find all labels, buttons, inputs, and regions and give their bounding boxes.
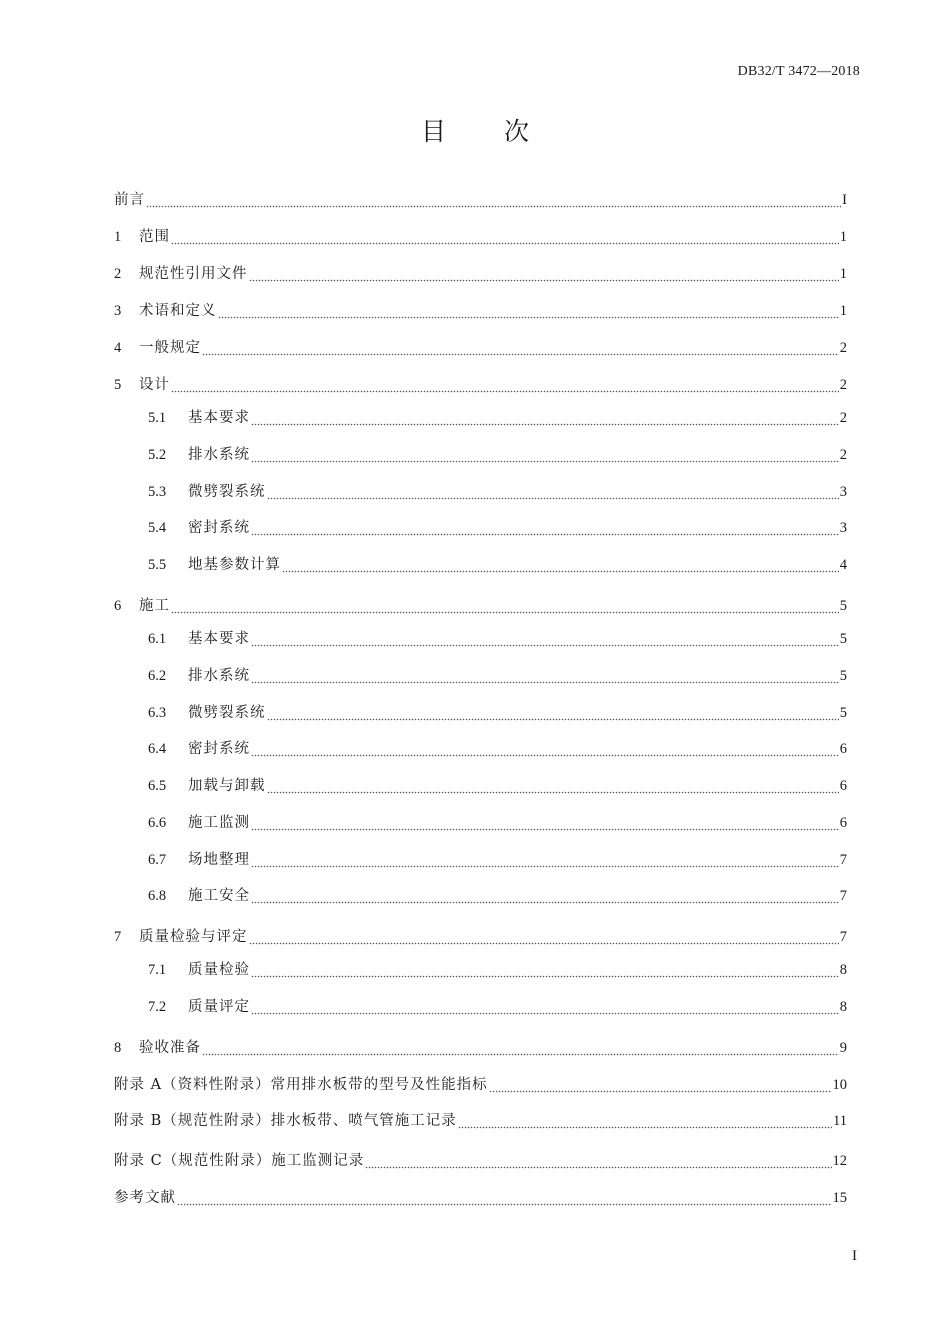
toc-entry-number: 6.5 bbox=[148, 778, 167, 794]
toc-entry-label: 术语和定义 bbox=[139, 303, 217, 319]
page-title-char-2: 次 bbox=[504, 117, 530, 146]
toc-entry-number: 6.8 bbox=[148, 888, 167, 904]
toc-leader-dots bbox=[251, 850, 839, 870]
toc-entry-number: 5.3 bbox=[148, 484, 167, 500]
toc-entry-label: 附录 A（资料性附录）常用排水板带的型号及性能指标 bbox=[114, 1077, 488, 1093]
toc-entry-page: I bbox=[842, 192, 847, 208]
toc-entry-page: 4 bbox=[839, 557, 847, 573]
toc-entry-label: 参考文献 bbox=[114, 1190, 176, 1206]
toc-entry[interactable] bbox=[148, 402, 847, 428]
toc-entry[interactable] bbox=[148, 880, 847, 906]
toc-entry-number: 6.2 bbox=[148, 668, 167, 684]
toc-entry-number: 6.1 bbox=[148, 631, 167, 647]
toc-entry-page: 9 bbox=[839, 1040, 847, 1056]
toc-leader-dots bbox=[171, 227, 839, 247]
toc-leader-dots bbox=[171, 596, 839, 616]
toc-leader-dots bbox=[489, 1075, 832, 1095]
toc-entry-page: 6 bbox=[839, 815, 847, 831]
toc-entry-label: 微劈裂系统 bbox=[188, 705, 266, 721]
toc-entry-page: 1 bbox=[839, 229, 847, 245]
toc-entry[interactable] bbox=[148, 697, 847, 723]
toc-entry[interactable] bbox=[114, 1182, 847, 1208]
toc-entry-label: 排水系统 bbox=[188, 668, 250, 684]
toc-entry-label: 施工监测 bbox=[188, 815, 250, 831]
toc-leader-dots bbox=[458, 1111, 832, 1131]
toc-entry[interactable] bbox=[114, 258, 847, 284]
toc-entry-label: 质量评定 bbox=[188, 999, 250, 1015]
toc-entry-number: 7.1 bbox=[148, 962, 167, 978]
toc-entry-number: 2 bbox=[114, 266, 122, 282]
page-title bbox=[0, 112, 950, 148]
toc-entry-number: 3 bbox=[114, 303, 122, 319]
toc-entry-page: 3 bbox=[839, 484, 847, 500]
toc-entry[interactable] bbox=[148, 807, 847, 833]
toc-entry[interactable] bbox=[148, 549, 847, 575]
toc-leader-dots bbox=[249, 927, 839, 947]
toc-entry-label: 施工 bbox=[139, 598, 170, 614]
toc-entry-page: 2 bbox=[839, 410, 847, 426]
toc-entry-page: 8 bbox=[839, 962, 847, 978]
toc-entry[interactable] bbox=[148, 476, 847, 502]
toc-entry-label: 质量检验 bbox=[188, 962, 250, 978]
toc-leader-dots bbox=[251, 666, 839, 686]
toc-entry-number: 4 bbox=[114, 340, 122, 356]
toc-entry-page: 8 bbox=[839, 999, 847, 1015]
toc-entry-number: 5.2 bbox=[148, 447, 167, 463]
toc-entry-number: 8 bbox=[114, 1040, 122, 1056]
toc-leader-dots bbox=[282, 555, 839, 575]
toc-leader-dots bbox=[171, 375, 839, 395]
toc-entry-label: 验收准备 bbox=[139, 1040, 201, 1056]
toc-entry-number: 5.1 bbox=[148, 410, 167, 426]
toc-entry-label: 密封系统 bbox=[188, 520, 250, 536]
toc-entry-page: 10 bbox=[832, 1077, 847, 1093]
toc-entry-page: 1 bbox=[839, 303, 847, 319]
toc-entry-page: 5 bbox=[839, 668, 847, 684]
toc-leader-dots bbox=[251, 445, 839, 465]
toc-entry[interactable] bbox=[114, 1069, 847, 1095]
toc-entry-number: 6.4 bbox=[148, 741, 167, 757]
toc-entry-label: 密封系统 bbox=[188, 741, 250, 757]
toc-entry-number: 6 bbox=[114, 598, 122, 614]
toc-entry-label: 附录 C（规范性附录）施工监测记录 bbox=[114, 1153, 365, 1169]
toc-leader-dots bbox=[249, 264, 839, 284]
toc-entry-page: 7 bbox=[839, 888, 847, 904]
toc-leader-dots bbox=[267, 776, 839, 796]
toc-entry[interactable] bbox=[148, 623, 847, 649]
toc-leader-dots bbox=[202, 338, 839, 358]
toc-entry-page: 2 bbox=[839, 377, 847, 393]
toc-entry-label: 前言 bbox=[114, 192, 145, 208]
toc-entry-page: 2 bbox=[839, 340, 847, 356]
toc-entry-page: 6 bbox=[839, 741, 847, 757]
toc-entry[interactable] bbox=[114, 295, 847, 321]
toc-entry-number: 5.5 bbox=[148, 557, 167, 573]
toc-entry-label: 设计 bbox=[139, 377, 170, 393]
toc-entry[interactable] bbox=[148, 733, 847, 759]
toc-entry[interactable] bbox=[114, 1032, 847, 1058]
toc-entry-label: 规范性引用文件 bbox=[139, 266, 248, 282]
toc-entry-label: 加载与卸载 bbox=[188, 778, 266, 794]
toc-entry-label: 基本要求 bbox=[188, 631, 250, 647]
toc-leader-dots bbox=[267, 482, 839, 502]
toc-entry-number: 7.2 bbox=[148, 999, 167, 1015]
standard-code: DB32/T 3472—2018 bbox=[737, 64, 860, 79]
toc-leader-dots bbox=[177, 1188, 832, 1208]
toc-entry[interactable] bbox=[114, 921, 847, 947]
toc-leader-dots bbox=[251, 408, 839, 428]
toc-entry-page: 3 bbox=[839, 520, 847, 536]
toc-entry-number: 6.6 bbox=[148, 815, 167, 831]
toc-entry-number: 6.7 bbox=[148, 852, 167, 868]
toc-entry[interactable] bbox=[148, 954, 847, 980]
toc-entry-page: 7 bbox=[839, 852, 847, 868]
toc-entry-number: 6.3 bbox=[148, 705, 167, 721]
toc-entry-page: 5 bbox=[839, 598, 847, 614]
toc-entry-label: 施工安全 bbox=[188, 888, 250, 904]
toc-leader-dots bbox=[251, 739, 839, 759]
toc-entry[interactable] bbox=[114, 369, 847, 395]
toc-entry-page: 5 bbox=[839, 631, 847, 647]
toc-entry-page: 11 bbox=[833, 1113, 847, 1129]
toc-entry-page: 6 bbox=[839, 778, 847, 794]
toc-entry-label: 范围 bbox=[139, 229, 170, 245]
toc-leader-dots bbox=[251, 886, 839, 906]
toc-leader-dots bbox=[251, 813, 839, 833]
toc-entry[interactable] bbox=[114, 221, 847, 247]
toc-entry-page: 12 bbox=[832, 1153, 847, 1169]
toc-entry-label: 附录 B（规范性附录）排水板带、喷气管施工记录 bbox=[114, 1113, 457, 1129]
toc-leader-dots bbox=[267, 703, 839, 723]
toc-leader-dots bbox=[251, 629, 839, 649]
toc-entry[interactable] bbox=[114, 1105, 847, 1131]
toc-entry-number: 5.4 bbox=[148, 520, 167, 536]
toc-entry-label: 质量检验与评定 bbox=[139, 929, 248, 945]
toc-leader-dots bbox=[251, 960, 839, 980]
toc-entry-label: 地基参数计算 bbox=[188, 557, 281, 573]
toc-leader-dots bbox=[146, 190, 841, 210]
toc-entry[interactable] bbox=[148, 844, 847, 870]
toc-entry[interactable] bbox=[114, 590, 847, 616]
toc-entry-number: 7 bbox=[114, 929, 122, 945]
toc-entry[interactable] bbox=[148, 439, 847, 465]
toc-entry[interactable] bbox=[114, 332, 847, 358]
page-number: I bbox=[852, 1248, 857, 1264]
toc-entry-number: 5 bbox=[114, 377, 122, 393]
toc-entry-label: 排水系统 bbox=[188, 447, 250, 463]
toc-entry-page: 15 bbox=[832, 1190, 847, 1206]
toc-entry[interactable] bbox=[148, 512, 847, 538]
toc-entry-label: 场地整理 bbox=[188, 852, 250, 868]
toc-entry-label: 微劈裂系统 bbox=[188, 484, 266, 500]
toc-entry-page: 7 bbox=[839, 929, 847, 945]
toc-leader-dots bbox=[365, 1151, 831, 1171]
toc-leader-dots bbox=[202, 1038, 839, 1058]
page-title-char-1: 目 bbox=[420, 117, 446, 146]
toc-entry[interactable] bbox=[148, 770, 847, 796]
toc-entry-page: 2 bbox=[839, 447, 847, 463]
toc-leader-dots bbox=[218, 301, 839, 321]
toc-entry[interactable] bbox=[114, 184, 847, 210]
toc-entry[interactable] bbox=[114, 1145, 847, 1171]
toc-entry[interactable] bbox=[148, 991, 847, 1017]
toc-entry-number: 1 bbox=[114, 229, 122, 245]
toc-entry-page: 1 bbox=[839, 266, 847, 282]
toc-entry-label: 基本要求 bbox=[188, 410, 250, 426]
toc-entry-label: 一般规定 bbox=[139, 340, 201, 356]
toc-leader-dots bbox=[251, 997, 839, 1017]
toc-entry-page: 5 bbox=[839, 705, 847, 721]
toc-entry[interactable] bbox=[148, 660, 847, 686]
toc-leader-dots bbox=[251, 518, 839, 538]
